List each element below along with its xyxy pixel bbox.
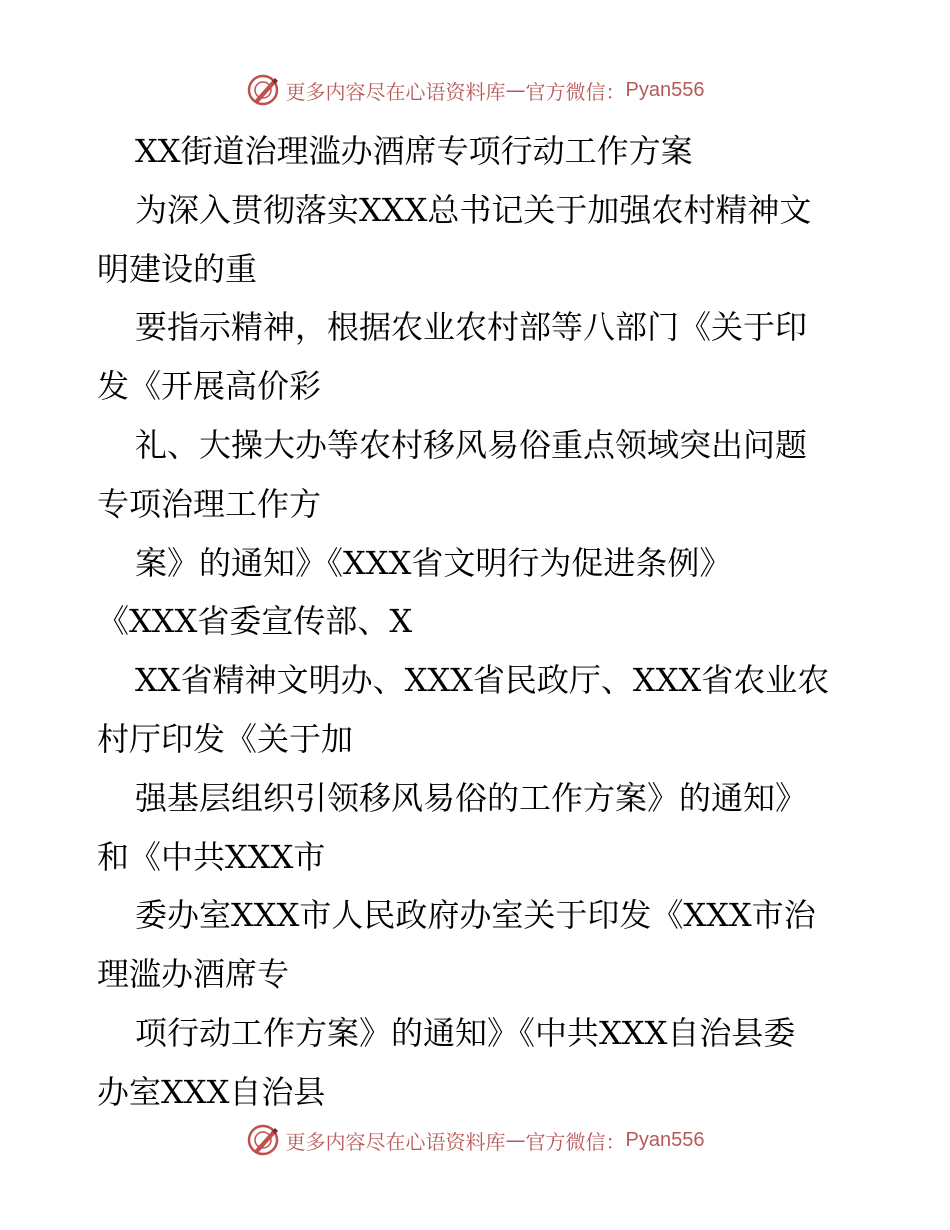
header-banner [0,70,950,110]
document-line: 发《开展高价彩 [97,367,322,406]
header-banner-wechat-label: 官方微信： [525,79,626,104]
footer-banner [0,1120,950,1160]
document-line: 《XXX省委宣传部、X [97,602,413,641]
document-line: 村厅印发《关于加 [97,719,354,758]
document-line: 礼、大操大办等农村移风易俗重点领域突出问题 [135,425,808,464]
footer-banner-separator: — [505,1128,526,1152]
document-line: 强基层组织引领移风易俗的工作方案》的通知》 [135,778,808,817]
document-line: 要指示精神，根据农业农村部等八部门《关于印 [135,308,808,347]
document-line: 案》的通知》《XXX省文明行为促进条例》 [135,543,732,582]
document-line: 明建设的重 [97,249,258,288]
footer-banner-wechat-label: 官方微信： [525,1129,626,1154]
header-banner-wechat-id: Pyan556 [625,78,705,101]
document-body [97,122,857,1122]
document-line: XX省精神文明办、XXX省民政厅、XXX省农业农 [135,661,830,700]
document-line: 办室XXX自治县 [97,1072,326,1111]
pen-logo-icon [246,73,280,107]
header-banner-separator: — [505,78,526,102]
document-line: 项行动工作方案》的通知》《中共XXX自治县委 [135,1013,796,1052]
document-line: 理滥办酒席专 [97,955,290,994]
document-title: XX街道治理滥办酒席专项行动工作方案 [135,132,693,170]
pen-logo-icon [246,1123,280,1157]
footer-banner-text: 更多内容尽在心语资料库 [285,1129,506,1154]
footer-banner-wechat-id: Pyan556 [625,1128,705,1151]
document-line: 委办室XXX市人民政府办室关于印发《XXX市治 [135,896,816,935]
document-line: 和《中共XXX市 [97,837,326,876]
header-banner-text: 更多内容尽在心语资料库 [285,79,506,104]
document-line: 专项治理工作方 [97,484,322,523]
document-line: 为深入贯彻落实XXX总书记关于加强农村精神文 [135,190,812,229]
